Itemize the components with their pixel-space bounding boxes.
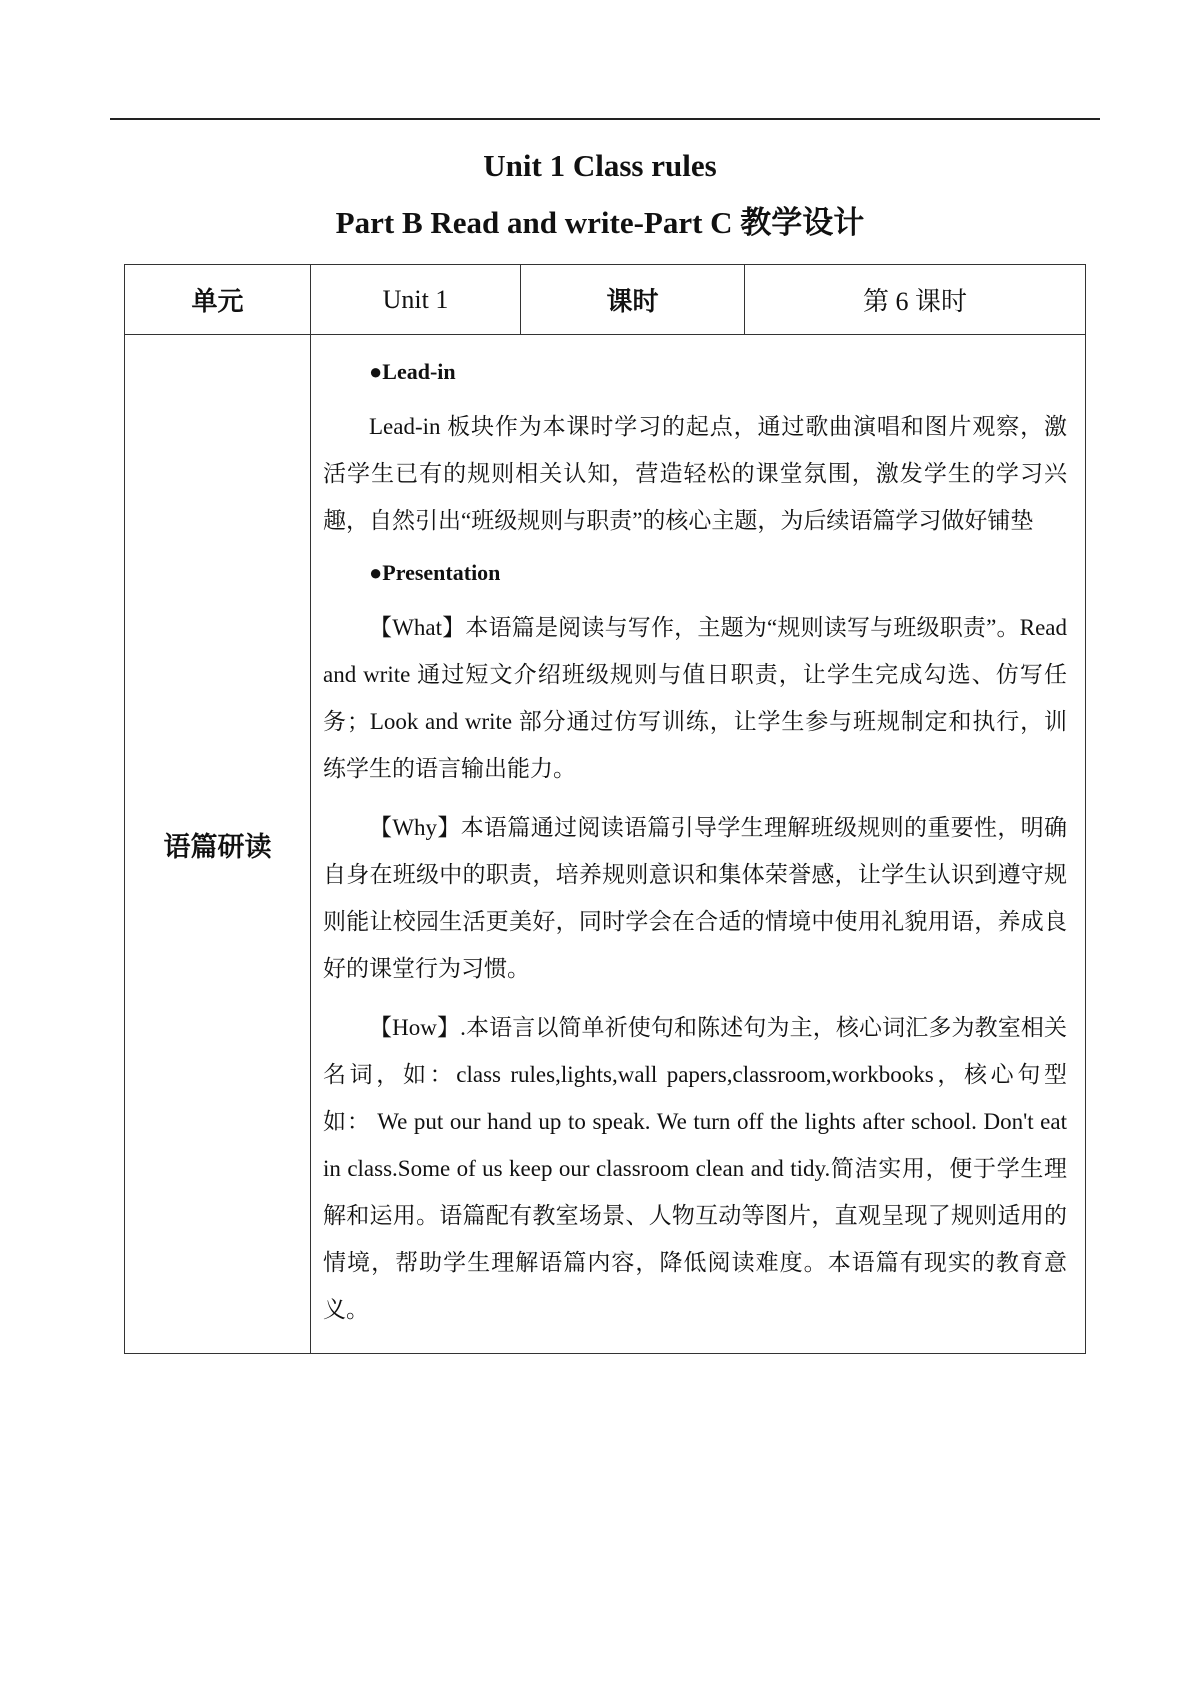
document-subtitle: Part B Read and write-Part C 教学设计 xyxy=(335,205,865,240)
table-header-row xyxy=(125,265,1086,335)
lesson-label: 课时 xyxy=(521,265,745,335)
lesson-value: 第 6 课时 xyxy=(745,265,1086,335)
lesson-design-table xyxy=(124,264,1086,1354)
header-rule xyxy=(110,118,1100,120)
analysis-content xyxy=(311,335,1086,1354)
lead-in-paragraph: Lead-in 板块作为本课时学习的起点，通过歌曲演唱和图片观察，激活学生已有的规则相关认知，营造轻松的课堂氛围，激发学生的学习兴趣，自然引出“班级规则与职责”的核心主题，为后续语篇学习做好铺垫 xyxy=(323,414,1067,533)
lead-in-heading: ●Lead-in xyxy=(369,359,456,384)
unit-label: 单元 xyxy=(125,265,311,335)
document-title: Unit 1 Class rules xyxy=(483,148,717,183)
why-paragraph: 【Why】本语篇通过阅读语篇引导学生理解班级规则的重要性，明确自身在班级中的职责，培养规则意识和集体荣誉感，让学生认识到遵守规则能让校园生活更美好，同时学会在合适的情境中使用礼貌用语，养成良好的课堂行为习惯。 xyxy=(323,815,1067,981)
unit-value: Unit 1 xyxy=(311,265,521,335)
table-content-row xyxy=(125,335,1086,1354)
how-paragraph: 【How】.本语言以简单祈使句和陈述句为主，核心词汇多为教室相关名词，如：class rules,lights,wall papers,classroom,workbooks，核心句型如： We put our hand up to speak. We turn off the lights after school. Don't eat in class.Some of us keep our classroom clean and tidy.简洁实用，便于学生理解和运用。语篇配有教室场景、人物互动等图片，直观呈现了规则适用的情境，帮助学生理解语篇内容，降低阅读难度。本语篇有现实的教育意义。 xyxy=(323,1015,1067,1322)
what-paragraph: 【What】本语篇是阅读与写作，主题为“规则读写与班级职责”。Read and write 通过短文介绍班级规则与值日职责，让学生完成勾选、仿写任务；Look and write 部分通过仿写训练，让学生参与班规制定和执行，训练学生的语言输出能力。 xyxy=(323,615,1067,781)
section-label: 语篇研读 xyxy=(125,335,311,1354)
presentation-heading: ●Presentation xyxy=(369,560,501,585)
